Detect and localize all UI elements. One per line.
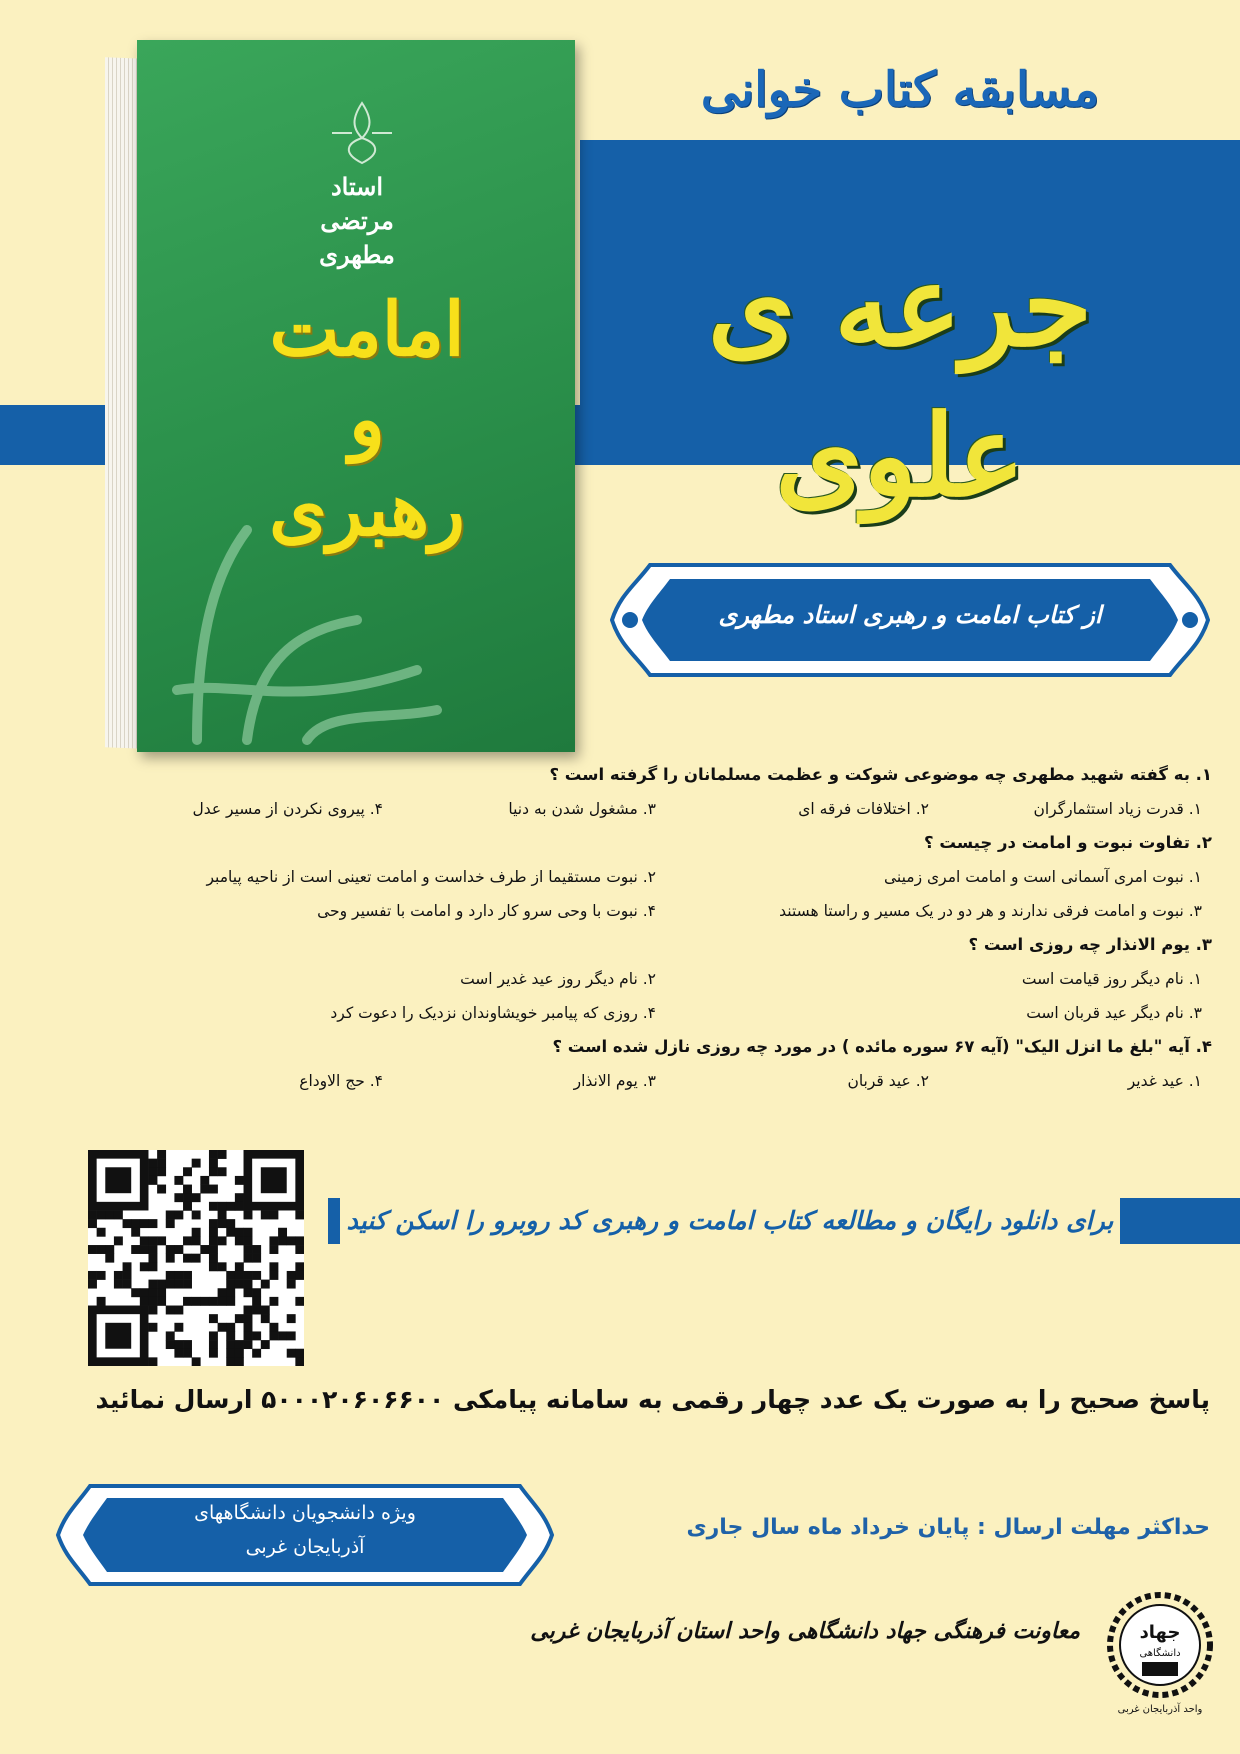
question-title: ۴. آیه "بلغ ما انزل الیک" (آیه ۶۷ سوره مائده ) در مورد چه روزی نازل شده است ؟ bbox=[552, 1037, 1212, 1056]
question-option: ۴. پیروی نکردن از مسیر عدل bbox=[192, 800, 383, 818]
audience-line: ویژه دانشجویان دانشگاههای bbox=[194, 1502, 416, 1524]
calligraphy-watermark-icon bbox=[157, 510, 457, 750]
qr-code-icon[interactable] bbox=[88, 1150, 304, 1366]
answer-instruction: پاسخ صحیح را به صورت یک عدد چهار رقمی به سامانه پیامکی ۵۰۰۰۲۰۶۰۶۶۰۰ ارسال نمائید bbox=[95, 1385, 1210, 1414]
question-option: ۳. مشغول شدن به دنیا bbox=[508, 800, 656, 818]
questions-section bbox=[120, 758, 1212, 1098]
question-option: ۳. نام دیگر عید قربان است bbox=[1026, 1004, 1202, 1022]
book-author-line: مطهری bbox=[319, 240, 395, 269]
question-option: ۳. یوم الانذار bbox=[573, 1072, 656, 1090]
question-option: ۲. اختلافات فرقه ای bbox=[798, 800, 929, 818]
book-cover-image bbox=[105, 40, 575, 760]
question-options bbox=[120, 860, 1212, 894]
book-front-cover bbox=[137, 40, 575, 752]
source-frame-text: از کتاب امامت و رهبری استاد مطهری bbox=[718, 600, 1102, 629]
book-title-line: و bbox=[349, 377, 385, 463]
book-author bbox=[227, 170, 487, 272]
campaign-title: جرعه ی علوی bbox=[707, 241, 1093, 522]
question-options bbox=[120, 962, 1212, 996]
audience-line: آذربایجان غربی bbox=[245, 1536, 365, 1558]
question-title: ۱. به گفته شهید مطهری چه موضوعی شوکت و عظمت مسلمانان را گرفته است ؟ bbox=[549, 765, 1212, 784]
question-options bbox=[120, 792, 1212, 826]
question-option: ۱. نبوت امری آسمانی است و امامت امری زمینی bbox=[884, 868, 1202, 886]
question-option: ۲. نام دیگر روز عید غدیر است bbox=[460, 970, 656, 988]
scan-instruction-text: برای دانلود رایگان و مطالعه کتاب امامت و رهبری کد روبرو را اسکن کنید bbox=[346, 1206, 1114, 1235]
question-option: ۴. روزی که پیامبر خویشاوندان نزدیک را دعوت کرد bbox=[330, 1004, 656, 1022]
question-option: ۴. حج الاوداع bbox=[299, 1072, 383, 1090]
footer-credit: معاونت فرهنگی جهاد دانشگاهی واحد استان آذربایجان غربی bbox=[530, 1618, 1080, 1644]
question-options bbox=[120, 1064, 1212, 1098]
book-author-line: استاد bbox=[330, 172, 384, 201]
question-title: ۲. تفاوت نبوت و امامت در چیست ؟ bbox=[924, 833, 1212, 852]
ornament-icon bbox=[327, 98, 397, 168]
question-title: ۳. یوم الانذار چه روزی است ؟ bbox=[968, 935, 1212, 954]
book-author-line: مرتضی bbox=[320, 206, 394, 235]
question-option: ۳. نبوت و امامت فرقی ندارند و هر دو در یک مسیر و راستا هستند bbox=[779, 902, 1202, 920]
source-frame bbox=[610, 555, 1210, 685]
contest-title: مسابقه کتاب خوانی bbox=[700, 62, 1100, 118]
deadline-text: حداکثر مهلت ارسال : پایان خرداد ماه سال جاری bbox=[686, 1515, 1210, 1540]
question-option: ۲. عید قربان bbox=[847, 1072, 929, 1090]
book-title-line: امامت bbox=[269, 287, 465, 373]
book-title-line: رهبری bbox=[269, 467, 465, 553]
question-options bbox=[120, 996, 1212, 1030]
question-options bbox=[120, 894, 1212, 928]
logo-text: دانشگاهی bbox=[1139, 1648, 1181, 1659]
question-option: ۱. نام دیگر روز قیامت است bbox=[1021, 970, 1202, 988]
blue-band-left bbox=[0, 405, 110, 465]
audience-frame bbox=[55, 1480, 555, 1590]
logo-caption: واحد آذربایجان غربی bbox=[1117, 1704, 1203, 1715]
audience-frame-text bbox=[55, 1496, 555, 1564]
question-option: ۴. نبوت با وحی سرو کار دارد و امامت با تفسیر وحی bbox=[317, 902, 656, 920]
scan-instruction bbox=[340, 1196, 1120, 1246]
question-option: ۱. عید غدیر bbox=[1127, 1072, 1202, 1090]
question-option: ۲. نبوت مستقیما از طرف خداست و امامت تعینی است از ناحیه پیامبر bbox=[206, 868, 656, 886]
logo-text: جهاد bbox=[1139, 1622, 1181, 1643]
question-option: ۱. قدرت زیاد استثمارگران bbox=[1033, 800, 1202, 818]
jahad-daneshgahi-logo-icon bbox=[1100, 1590, 1220, 1720]
